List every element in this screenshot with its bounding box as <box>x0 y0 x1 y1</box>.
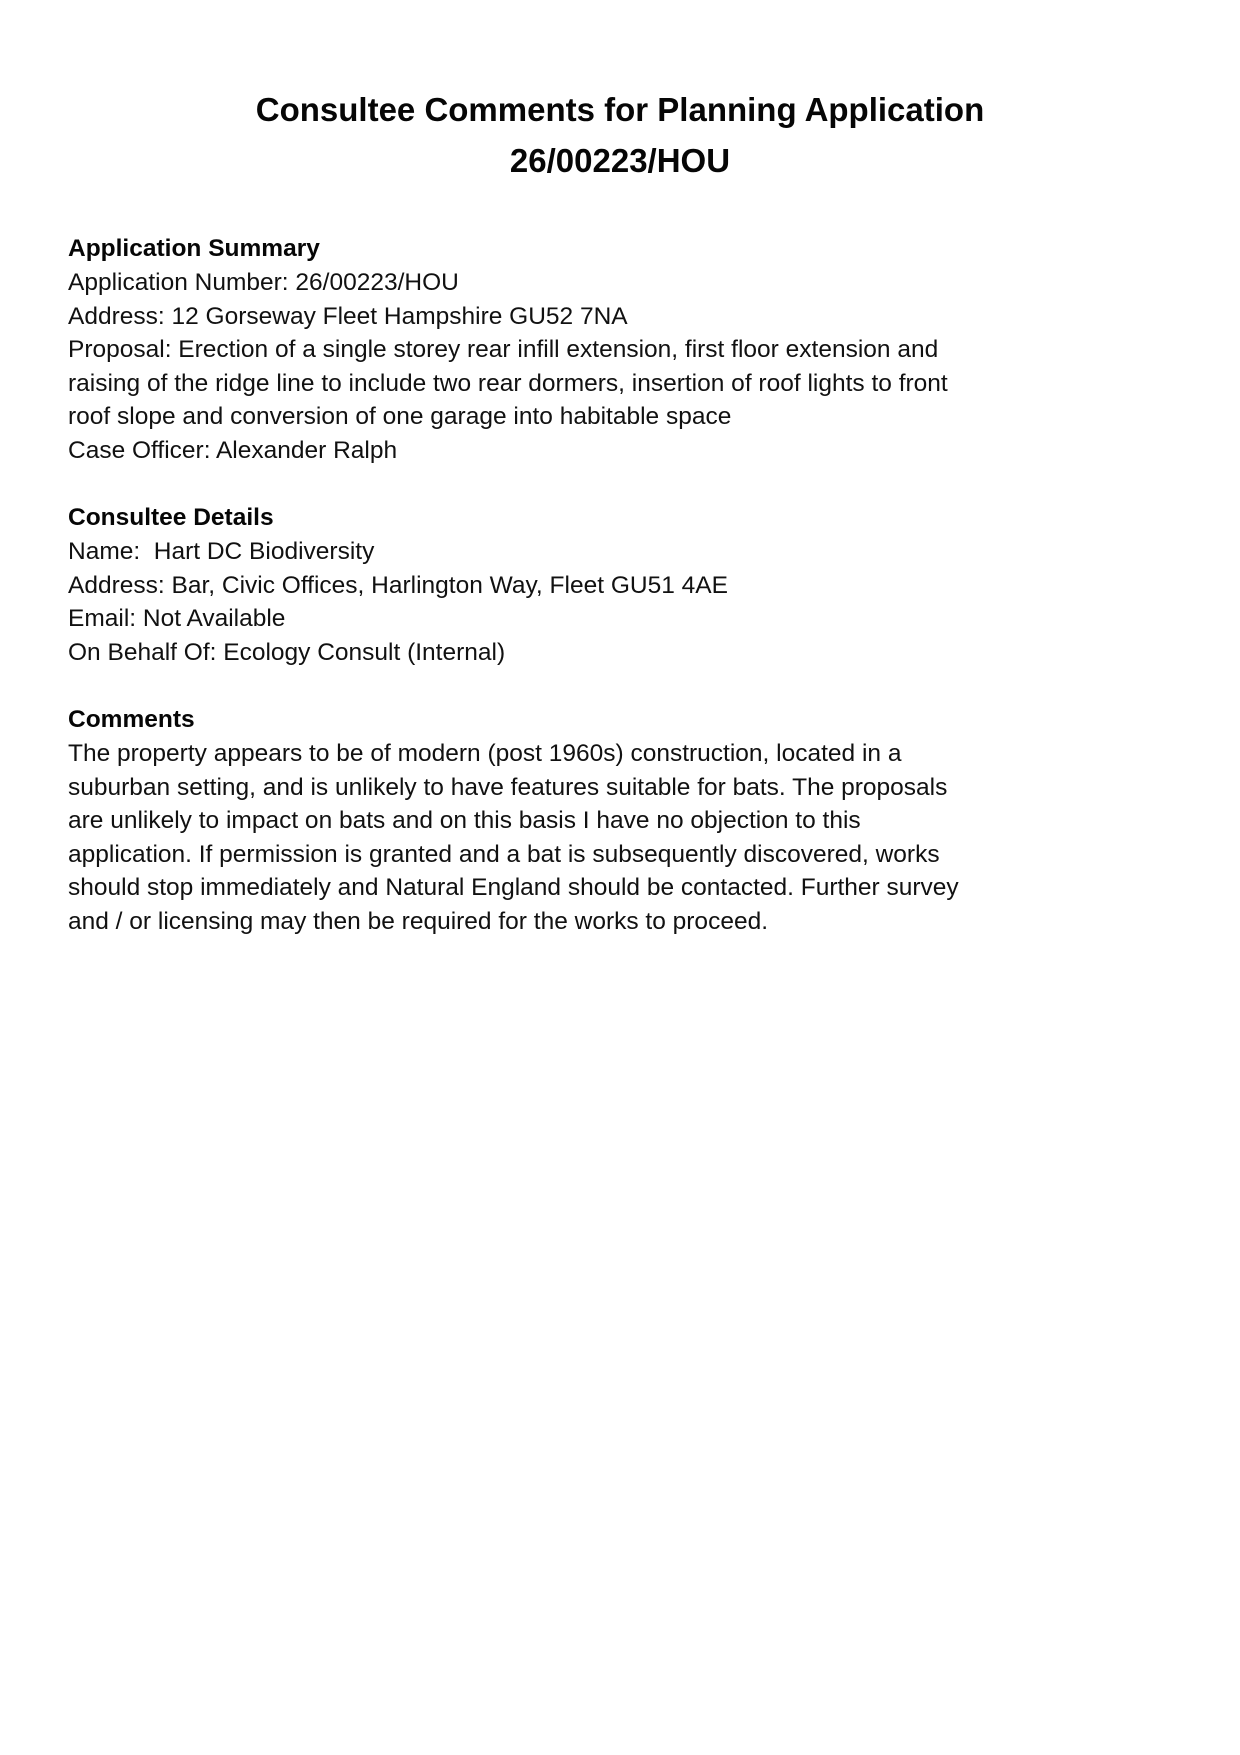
application-proposal-line: Proposal: Erection of a single storey rear infill extension, first floor extension and raising of the ridge line to include two rear dormers, insertion of roof lights to front roof slope and conversion of one garage into habitable space <box>68 336 955 430</box>
comments-paragraph: The property appears to be of modern (post 1960s) construction, located in a suburban setting, and is unlikely to have features suitable for bats. The proposals are unlikely to impact on bats and on this basis I have no objection to this application. If permission is granted and a bat is subsequently discovered, works should stop immediately and Natural England should be contacted. Further survey and / or licensing may then be required for the works to proceed. <box>68 740 966 935</box>
section-heading-application-summary: Application Summary <box>68 235 320 262</box>
consultee-name-line: Name: Hart DC Biodiversity <box>68 538 375 565</box>
application-number-line: Application Number: 26/00223/HOU <box>68 269 459 296</box>
section-heading-consultee-details: Consultee Details <box>68 504 274 531</box>
case-officer-line: Case Officer: Alexander Ralph <box>68 436 398 464</box>
page-title-line2: 26/00223/HOU <box>509 142 731 179</box>
page-title-line1: Consultee Comments for Planning Application <box>255 91 985 128</box>
page-title <box>0 0 1240 186</box>
consultee-address-line: Address: Bar, Civic Offices, Harlington Way, Fleet GU51 4AE <box>68 571 728 599</box>
consultee-email-line: Email: Not Available <box>68 605 286 632</box>
section-heading-comments: Comments <box>68 706 195 733</box>
document-body <box>0 186 1043 938</box>
consultee-on-behalf-of-line: On Behalf Of: Ecology Consult (Internal) <box>68 638 506 666</box>
application-address-line: Address: 12 Gorseway Fleet Hampshire GU52 7NA <box>68 302 628 330</box>
